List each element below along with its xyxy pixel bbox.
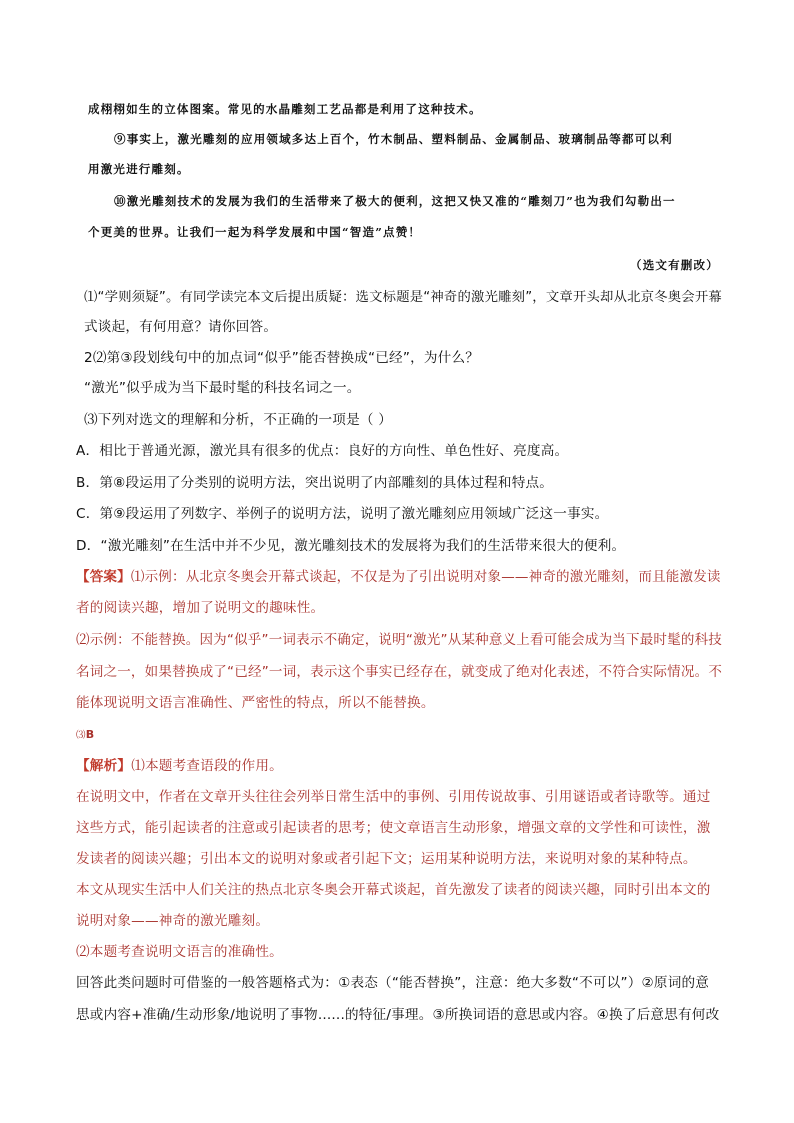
answer-1-line-1 (76, 571, 721, 585)
passage-paragraph-10-line-2: 个更美的世界。让我们一起为科学发展和中国“智造”点赞！ (88, 225, 422, 239)
passage-note: （选文有删改） (630, 258, 719, 272)
passage-paragraph-10-line-1: ⑩激光雕刻技术的发展为我们的生活带来了极大的便利，这把又快又准的“雕刻刀”也为我们勾勒出一 (114, 194, 676, 208)
question-1-line-2: 式谈起，有何用意？请你回答。 (84, 319, 278, 335)
answer-3 (76, 728, 94, 742)
question-2-line-2: “激光”似乎成为当下最时髦的科技名词之一。 (84, 380, 361, 396)
answer-3-number: ⑶ (76, 730, 86, 741)
analysis-1-line-5: 说明对象——神奇的激光雕刻。 (76, 913, 270, 929)
analysis-1-line-1: 在说明文中，作者在文章开头往往会列举日常生活中的事例、引用传说故事、引用谜语或者诗歌等。通过 (76, 789, 711, 805)
option-d: D．“激光雕刻”在生活中并不少见，激光雕刻技术的发展将为我们的生活带来很大的便利。 (76, 538, 626, 554)
passage-paragraph-9-line-2: 用激光进行雕刻。 (88, 162, 190, 176)
answer-2-line-2: 名词之一，如果替换成了“已经”一词，表示这个事实已经存在，就变成了绝对化表述，不符合实际情况。不 (76, 664, 723, 680)
analysis-2-line-2: 思或内容+准确/生动形象/地说明了事物......的特征/事理。③所换词语的意思或内容。④换了后意思有何改 (76, 1007, 720, 1023)
answer-1-line-2: 者的阅读兴趣，增加了说明文的趣味性。 (76, 600, 325, 616)
question-2-line-1: 2⑵第③段划线句中的加点词“似乎”能否替换成“已经”，为什么？ (84, 350, 480, 366)
analysis-1-title: ⑴本题考查语段的作用。 (131, 758, 283, 774)
analysis-2-head: ⑵本题考查说明文语言的准确性。 (76, 944, 283, 960)
passage-line-1: 成栩栩如生的立体图案。常见的水晶雕刻工艺品都是利用了这种技术。 (88, 102, 482, 116)
answer-1-text: ⑴示例：从北京冬奥会开幕式谈起，不仅是为了引出说明对象——神奇的激光雕刻，而且能激发读 (130, 569, 721, 585)
analysis-1-line-2: 这些方式，能引起读者的注意或引起读者的思考；使文章语言生动形象，增强文章的文学性和可读性，激 (76, 820, 711, 836)
analysis-2-line-1: 回答此类问题时可借鉴的一般答题格式为：①表态（“能否替换”，注意：绝大多数“不可以”）②原词的意 (76, 975, 710, 991)
answer-3-value: B (85, 728, 95, 741)
analysis-tag: 【解析】 (76, 758, 132, 774)
answer-tag: 【答案】 (76, 569, 131, 585)
analysis-1-line-4: 本文从现实生活中人们关注的热点北京冬奥会开幕式谈起，首先激发了读者的阅读兴趣，同时引出本文的 (76, 882, 711, 898)
option-a: A．相比于普通光源，激光具有很多的优点：良好的方向性、单色性好、亮度高。 (76, 443, 569, 459)
analysis-1-line-3: 发读者的阅读兴趣；引出本文的说明对象或者引起下文；运用某种说明方法，来说明对象的某种特点。 (76, 851, 697, 867)
question-3-stem: ⑶下列对选文的理解和分析，不正确的一项是（ ） (84, 412, 392, 428)
option-b: B．第⑧段运用了分类别的说明方法，突出说明了内部雕刻的具体过程和特点。 (76, 475, 554, 491)
question-1-line-1: ⑴“学则须疑”。有同学读完本文后提出质疑：选文标题是“神奇的激光雕刻”，文章开头却从北京冬奥会开幕 (84, 290, 722, 305)
option-c: C．第⑨段运用了列数字、举例子的说明方法，说明了激光雕刻应用领域广泛这一事实。 (76, 506, 609, 522)
answer-2-line-3: 能体现说明文语言准确性、严密性的特点，所以不能替换。 (76, 695, 435, 711)
passage-paragraph-9-line-1: ⑨事实上，激光雕刻的应用领域多达上百个，竹木制品、塑料制品、金属制品、玻璃制品等都可以利 (114, 132, 673, 146)
answer-2-line-1: ⑵示例：不能替换。因为“似乎”一词表示不确定，说明“激光”从某种意义上看可能会成为当下最时髦的科技 (76, 632, 723, 648)
analysis-1-head (76, 760, 283, 774)
